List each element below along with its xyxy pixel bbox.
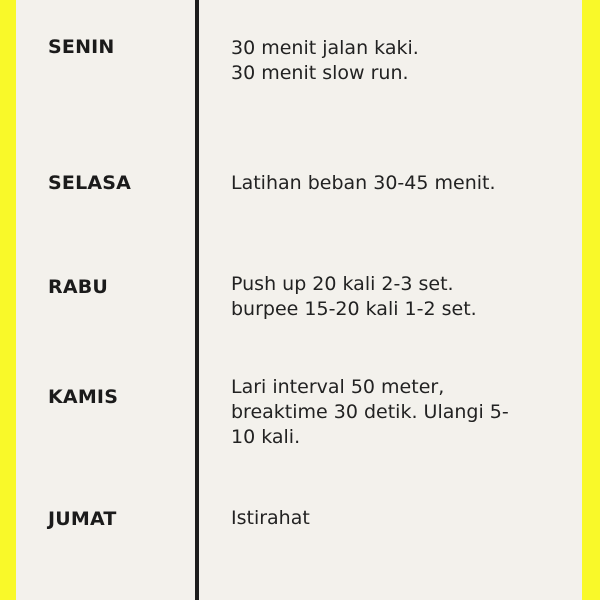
activity-line: 30 menit jalan kaki. <box>231 37 419 59</box>
activity-senin <box>231 36 561 86</box>
day-label-senin: SENIN <box>48 36 115 58</box>
activity-line: burpee 15-20 kali 1-2 set. <box>231 298 477 320</box>
day-label-selasa: SELASA <box>48 172 132 194</box>
activity-line: 10 kali. <box>231 426 301 448</box>
activity-line: 30 menit slow run. <box>231 62 409 84</box>
activity-line: breaktime 30 detik. Ulangi 5- <box>231 401 509 423</box>
activity-rabu <box>231 272 561 322</box>
activity-kamis <box>231 375 561 450</box>
activity-line: Latihan beban 30-45 menit. <box>231 172 496 194</box>
activity-line: Push up 20 kali 2-3 set. <box>231 273 454 295</box>
activity-line: Istirahat <box>231 507 310 529</box>
activity-line: Lari interval 50 meter, <box>231 376 445 398</box>
activity-jumat <box>231 506 561 531</box>
column-divider <box>195 0 199 600</box>
activity-selasa <box>231 171 561 196</box>
day-label-kamis: KAMIS <box>48 386 119 408</box>
day-label-jumat: JUMAT <box>48 508 117 530</box>
day-label-rabu: RABU <box>48 276 109 298</box>
